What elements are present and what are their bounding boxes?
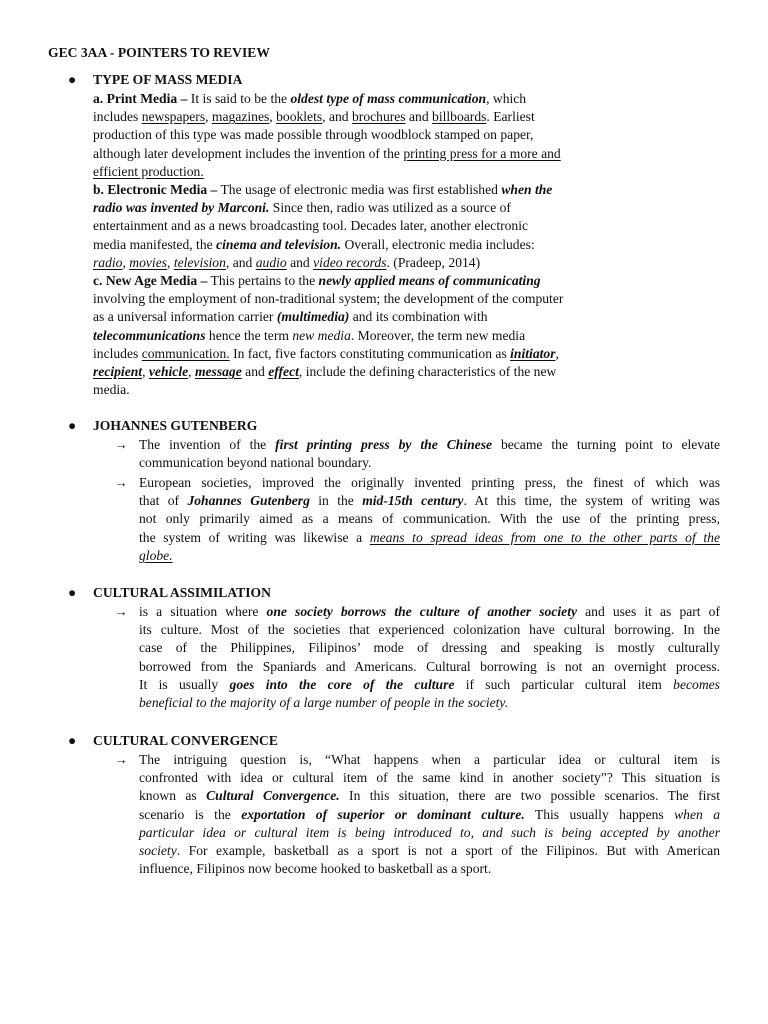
print-media-label: a. Print Media – <box>93 91 188 106</box>
arrow-icon: → <box>114 437 128 452</box>
gutenberg-point-2: → European societies, improved the originally invented printing press, the finest of which was that of Johannes Gutenberg in the mid-15th century. At this time, the system of writing was not only primarily aimed as a means of communication. With the use of the printing press, the system of writing was likewise a means to spread ideas from one to the other parts of the globe. <box>114 475 720 563</box>
heading-mass-media <box>68 71 242 89</box>
heading-gutenberg <box>68 417 257 435</box>
heading-cultural-convergence <box>68 732 278 750</box>
arrow-icon: → <box>114 604 128 619</box>
assimilation-point-1: → is a situation where one society borrows the culture of another society and uses it as part of its culture. Most of the societies that experienced colonization have cultural borrowing. In the case of the Philippines, Filipinos’ mode of dressing and speaking is mostly culturally borrowed from the Spaniards and Americans. Cultural borrowing is not an overnight process. It is usually goes into the core of the culture if such particular cultural item becomes beneficial to the majority of a large number of people in the society. <box>114 604 721 711</box>
convergence-point-1: → The intriguing question is, “What happens when a particular idea or cultural item is confronted with idea or cultural item of the same kind in another society”? This situation is known as Cultural Convergence. In this situation, there are two possible scenarios. The first scenario is the exportation of superior or dominant culture. This usually happens when a particular idea or cultural item is being introduced to, and such is being accepted by another society. For example, basketball as a sport is not a sport of the Filipinos. But with American influence, Filipinos now become hooked to basketball as a sport. <box>114 752 720 877</box>
new-age-media-label: c. New Age Media – <box>93 273 208 288</box>
bullet-icon: ● <box>68 733 77 748</box>
heading-text: TYPE OF MASS MEDIA <box>93 72 243 87</box>
heading-text: CULTURAL CONVERGENCE <box>93 733 278 748</box>
heading-text: JOHANNES GUTENBERG <box>93 418 258 433</box>
electronic-media-label: b. Electronic Media – <box>93 182 218 197</box>
arrow-icon: → <box>114 752 128 767</box>
bullet-icon: ● <box>68 585 77 600</box>
gutenberg-point-1: → The invention of the first printing press by the Chinese became the turning point to elevate communication beyond national boundary. <box>114 437 720 471</box>
electronic-media-paragraph: b. Electronic Media – The usage of electronic media was first established when the radio was invented by Marconi. Since then, radio was utilized as a source of entertainment and as a news broadcasting tool. Decades later, another electronic media manifested, the cinema and television. Overall, electronic media includes: radio, movies, television, and audio and video records. (Pradeep, 2014) <box>93 182 553 270</box>
bullet-icon: ● <box>68 72 77 87</box>
heading-text: CULTURAL ASSIMILATION <box>93 585 271 600</box>
emphasis: oldest type of mass communication <box>290 91 487 106</box>
bullet-icon: ● <box>68 418 77 433</box>
print-media-paragraph: a. Print Media – It is said to be the oldest type of mass communication, which includes newspapers, magazines, booklets, and brochures and billboards. Earliest production of this type was made possible through woodblock stamped on paper, although later development includes the invention of the printing press for a more and efficient production. <box>93 91 561 179</box>
heading-cultural-assimilation <box>68 584 271 602</box>
document-title: GEC 3AA - POINTERS TO REVIEW <box>48 45 270 60</box>
new-age-media-paragraph: c. New Age Media – This pertains to the newly applied means of communicating involving the employment of non-traditional system; the development of the computer as a universal information carrier (multimedia) and its combination with telecommunications hence the term new media. Moreover, the term new media includes communication. In fact, five factors constituting communication as initiator, recipient, vehicle, message and effect, include the defining characteristics of the new media. <box>93 273 564 398</box>
arrow-icon: → <box>114 475 128 490</box>
